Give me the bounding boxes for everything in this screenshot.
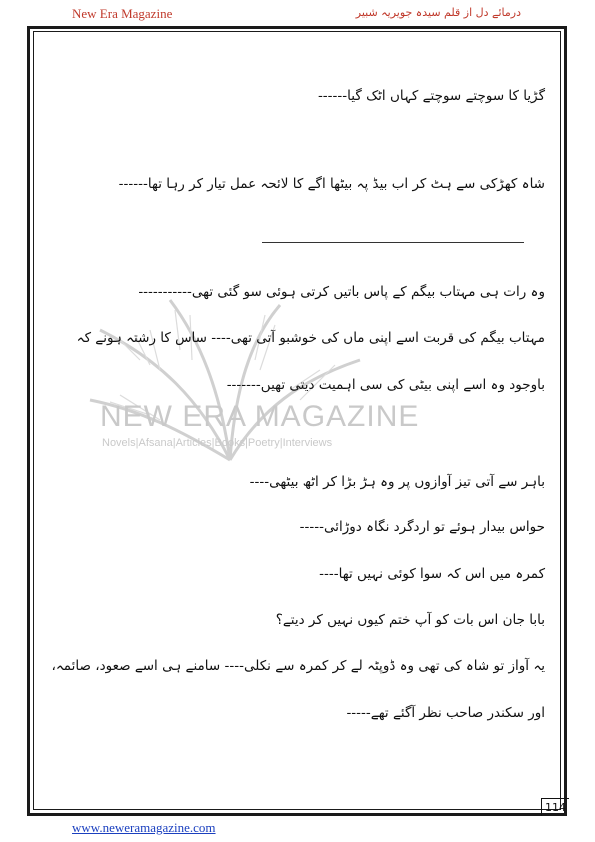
website-link[interactable]: www.neweramagazine.com <box>72 820 216 835</box>
text-line-9: بابا جان اس بات کو آپ ختم کیوں نہیں کر دیتے؟ <box>275 612 545 628</box>
watermark-title: NEW ERA MAGAZINE <box>100 400 420 433</box>
text-line-2: شاہ کھڑکی سے ہٹ کر اب بیڈ پہ بیٹھا اگے کا لائحہ عمل تیار کر رہا تھا------ <box>118 176 545 192</box>
text-line-7: حواس بیدار ہوئے تو اردگرد نگاہ دوڑائی----- <box>299 519 545 535</box>
section-divider <box>262 242 524 243</box>
text-line-3: وہ رات ہی مہتاب بیگم کے پاس باتیں کرتی ہوئی سو گئی تھی----------- <box>138 284 545 300</box>
text-line-8: کمرہ میں اس کہ سوا کوئی نہیں تھا---- <box>319 566 545 582</box>
watermark-subtitle: Novels|Afsana|Articles|Books|Poetry|Interviews <box>102 437 333 449</box>
magazine-name: New Era Magazine <box>72 6 173 21</box>
text-line-10: یہ آواز تو شاہ کی تھی وہ ڈوپٹہ لے کر کمرہ سے نکلی---- سامنے ہی اسے صعود، صائمہ، <box>51 658 545 674</box>
novel-credit: درمائے دل از قلم سیدہ جویریہ شبیر <box>355 6 521 19</box>
text-line-4: مہتاب بیگم کی قربت اسے اپنی ماں کی خوشبو آتی تھی---- ساس کا رشتہ ہونے کہ <box>76 330 545 346</box>
text-line-6: باہر سے آتی تیز آوازوں پر وہ ہڑ بڑا کر اٹھ بیٹھی---- <box>249 474 545 490</box>
text-line-11: اور سکندر صاحب نظر آگئے تھے----- <box>346 705 545 721</box>
page-number: 114 <box>541 798 569 816</box>
text-line-1: گڑیا کا سوچتے سوچتے کہاں اٹک گیا------ <box>317 88 545 104</box>
text-line-5: باوجود وہ اسے اپنی بیٹی کی سی اہمیت دیتی تھیں------- <box>226 377 545 393</box>
